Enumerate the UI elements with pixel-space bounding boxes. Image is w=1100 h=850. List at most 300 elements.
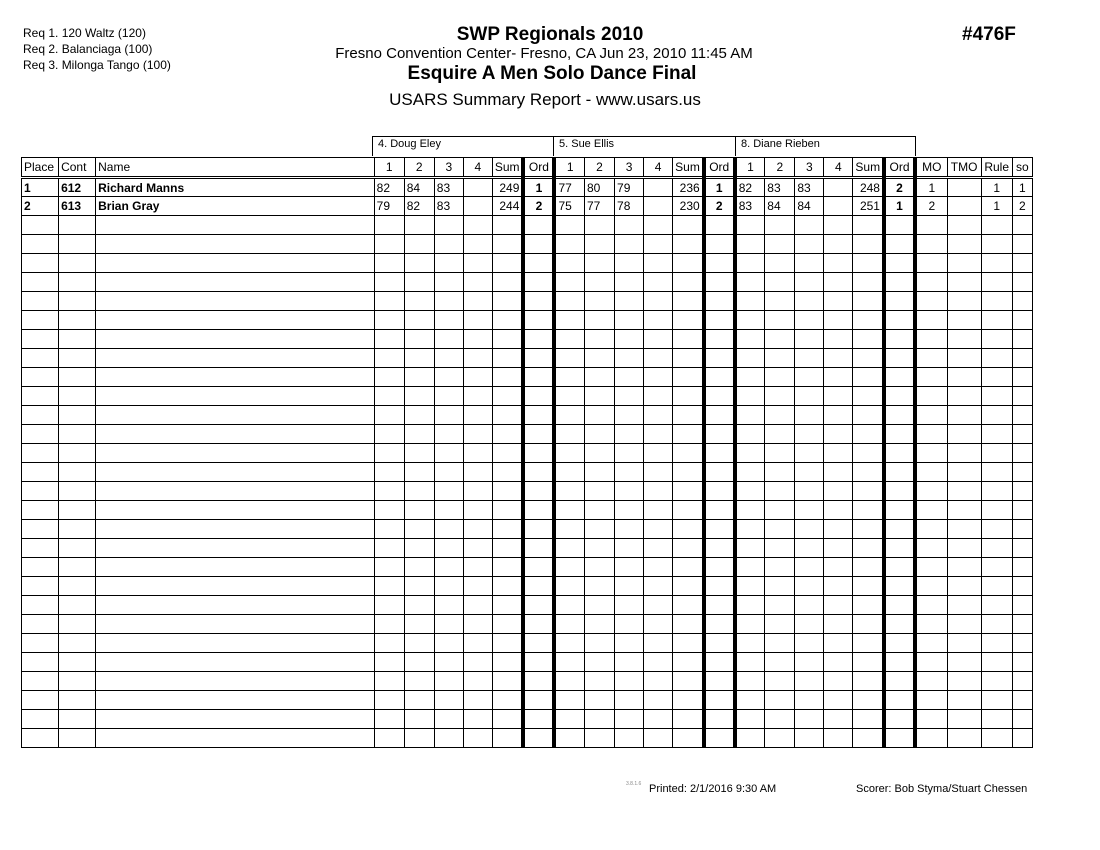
- place-cell: 2: [22, 197, 59, 216]
- ordinal-cell: [523, 368, 554, 387]
- score-cell: [463, 520, 492, 539]
- score-cell: [765, 216, 795, 235]
- tmo-cell: [947, 672, 981, 691]
- so-cell: [1012, 653, 1032, 672]
- so-cell: 1: [1012, 178, 1032, 197]
- score-cell: [374, 330, 404, 349]
- tmo-cell: [947, 216, 981, 235]
- requirement-1: Req 1. 120 Waltz (120): [23, 26, 146, 40]
- tmo-cell: [947, 463, 981, 482]
- mo-cell: [915, 710, 947, 729]
- score-cell: [765, 254, 795, 273]
- sum-cell: [853, 672, 884, 691]
- ordinal-cell: [884, 501, 915, 520]
- score-cell: [735, 577, 765, 596]
- so-cell: [1012, 558, 1032, 577]
- score-cell: [374, 520, 404, 539]
- skater-name: [96, 349, 375, 368]
- score-cell: 77: [585, 197, 615, 216]
- score-cell: [404, 691, 434, 710]
- score-cell: [765, 539, 795, 558]
- score-cell: [434, 520, 463, 539]
- score-cell: [434, 729, 463, 748]
- cont-cell: [59, 729, 96, 748]
- tmo-cell: [947, 615, 981, 634]
- so-cell: [1012, 444, 1032, 463]
- empty-row: [22, 558, 1033, 577]
- score-cell: [615, 672, 644, 691]
- ordinal-cell: [704, 634, 735, 653]
- tmo-cell: [947, 368, 981, 387]
- score-cell: [404, 444, 434, 463]
- score-cell: 82: [404, 197, 434, 216]
- score-cell: [585, 539, 615, 558]
- ordinal-cell: [704, 425, 735, 444]
- sum-cell: [492, 691, 523, 710]
- sum-cell: [673, 539, 704, 558]
- cont-cell: [59, 501, 96, 520]
- score-cell: [615, 463, 644, 482]
- score-cell: [463, 710, 492, 729]
- skater-name: [96, 254, 375, 273]
- sum-cell: [853, 273, 884, 292]
- rule-cell: [981, 577, 1012, 596]
- place-cell: [22, 653, 59, 672]
- col-score-s1: 1: [554, 158, 584, 178]
- score-cell: [585, 596, 615, 615]
- mo-cell: [915, 634, 947, 653]
- sum-cell: [853, 368, 884, 387]
- score-cell: [374, 273, 404, 292]
- score-cell: 83: [434, 178, 463, 197]
- sum-cell: 251: [853, 197, 884, 216]
- score-cell: [644, 444, 673, 463]
- rule-cell: 1: [981, 197, 1012, 216]
- col-score-s3: 3: [615, 158, 644, 178]
- score-cell: [585, 653, 615, 672]
- rule-cell: [981, 710, 1012, 729]
- score-cell: [585, 349, 615, 368]
- score-cell: [585, 330, 615, 349]
- mo-cell: 2: [915, 197, 947, 216]
- col-so: so: [1012, 158, 1032, 178]
- rule-cell: [981, 349, 1012, 368]
- skater-name: [96, 577, 375, 596]
- score-cell: [615, 577, 644, 596]
- cont-cell: [59, 653, 96, 672]
- score-cell: [463, 330, 492, 349]
- score-cell: [644, 729, 673, 748]
- score-cell: [615, 539, 644, 558]
- score-cell: [644, 463, 673, 482]
- score-cell: [404, 330, 434, 349]
- score-cell: [824, 292, 853, 311]
- sum-cell: [492, 482, 523, 501]
- score-cell: [585, 729, 615, 748]
- requirement-3: Req 3. Milonga Tango (100): [23, 58, 171, 72]
- sum-cell: [673, 596, 704, 615]
- so-cell: [1012, 672, 1032, 691]
- sum-cell: [853, 501, 884, 520]
- score-cell: [434, 387, 463, 406]
- ordinal-cell: [704, 444, 735, 463]
- mo-cell: [915, 330, 947, 349]
- skater-name: [96, 729, 375, 748]
- so-cell: [1012, 216, 1032, 235]
- score-cell: [824, 634, 853, 653]
- ordinal-cell: [704, 596, 735, 615]
- score-cell: 79: [374, 197, 404, 216]
- sum-cell: [492, 387, 523, 406]
- score-cell: [585, 577, 615, 596]
- score-cell: [735, 463, 765, 482]
- score-cell: [434, 615, 463, 634]
- score-cell: 75: [554, 197, 584, 216]
- score-cell: [824, 216, 853, 235]
- skater-name: [96, 501, 375, 520]
- rule-cell: [981, 691, 1012, 710]
- tmo-cell: [947, 406, 981, 425]
- score-cell: [434, 254, 463, 273]
- sum-cell: [492, 292, 523, 311]
- score-cell: [585, 558, 615, 577]
- score-cell: [615, 558, 644, 577]
- sum-cell: [492, 311, 523, 330]
- sum-cell: [853, 235, 884, 254]
- ordinal-cell: 2: [884, 178, 915, 197]
- score-cell: [795, 349, 824, 368]
- score-cell: [585, 691, 615, 710]
- cont-cell: [59, 634, 96, 653]
- ordinal-cell: 1: [884, 197, 915, 216]
- score-cell: [463, 558, 492, 577]
- score-cell: [765, 672, 795, 691]
- score-cell: [735, 311, 765, 330]
- score-cell: [824, 501, 853, 520]
- score-cell: [434, 482, 463, 501]
- score-cell: [554, 254, 584, 273]
- empty-row: [22, 406, 1033, 425]
- empty-row: [22, 254, 1033, 273]
- score-cell: [463, 368, 492, 387]
- score-cell: [585, 482, 615, 501]
- tmo-cell: [947, 197, 981, 216]
- sum-cell: [673, 577, 704, 596]
- judge-header-1: 4. Doug Eley: [372, 136, 554, 156]
- sum-cell: [492, 235, 523, 254]
- sum-cell: [492, 368, 523, 387]
- ordinal-cell: [884, 691, 915, 710]
- skater-name: [96, 311, 375, 330]
- cont-cell: [59, 273, 96, 292]
- score-cell: [434, 349, 463, 368]
- ordinal-cell: [704, 463, 735, 482]
- ordinal-cell: [884, 539, 915, 558]
- score-cell: 83: [765, 178, 795, 197]
- empty-row: [22, 482, 1033, 501]
- score-cell: [374, 463, 404, 482]
- score-cell: [765, 558, 795, 577]
- score-cell: [585, 273, 615, 292]
- so-cell: [1012, 406, 1032, 425]
- score-cell: 82: [374, 178, 404, 197]
- place-cell: [22, 672, 59, 691]
- empty-row: [22, 520, 1033, 539]
- score-cell: [765, 520, 795, 539]
- skater-name: [96, 368, 375, 387]
- skater-name: [96, 691, 375, 710]
- sum-cell: [492, 501, 523, 520]
- col-score-s4: 4: [463, 158, 492, 178]
- score-cell: [585, 672, 615, 691]
- score-cell: [434, 596, 463, 615]
- scorer-names: Scorer: Bob Styma/Stuart Chessen: [856, 783, 1028, 795]
- rule-cell: [981, 425, 1012, 444]
- place-cell: [22, 577, 59, 596]
- score-cell: [615, 311, 644, 330]
- so-cell: [1012, 349, 1032, 368]
- sum-cell: [673, 691, 704, 710]
- score-cell: [554, 387, 584, 406]
- score-cell: [824, 596, 853, 615]
- rule-cell: [981, 634, 1012, 653]
- sum-cell: [853, 729, 884, 748]
- cont-cell: [59, 558, 96, 577]
- score-cell: [795, 292, 824, 311]
- ordinal-cell: [523, 710, 554, 729]
- ordinal-cell: 2: [704, 197, 735, 216]
- score-cell: [434, 577, 463, 596]
- score-cell: [765, 444, 795, 463]
- sum-cell: [492, 710, 523, 729]
- ordinal-cell: [523, 558, 554, 577]
- rule-cell: [981, 235, 1012, 254]
- sum-cell: [492, 634, 523, 653]
- score-cell: [824, 235, 853, 254]
- ordinal-cell: [704, 501, 735, 520]
- col-score-s2: 2: [404, 158, 434, 178]
- ordinal-cell: [884, 729, 915, 748]
- score-cell: [615, 425, 644, 444]
- ordinal-cell: [704, 615, 735, 634]
- ordinal-cell: [884, 634, 915, 653]
- score-cell: [795, 254, 824, 273]
- ordinal-cell: [704, 710, 735, 729]
- col-score-s1: 1: [374, 158, 404, 178]
- score-cell: [374, 349, 404, 368]
- sum-cell: [492, 463, 523, 482]
- score-cell: [735, 273, 765, 292]
- sum-cell: [673, 501, 704, 520]
- skater-name: [96, 330, 375, 349]
- col-sum: Sum: [673, 158, 704, 178]
- score-cell: [585, 425, 615, 444]
- so-cell: [1012, 254, 1032, 273]
- score-cell: [795, 368, 824, 387]
- empty-row: [22, 577, 1033, 596]
- results-table: [21, 157, 1033, 748]
- score-cell: [554, 577, 584, 596]
- judge-header-3: 8. Diane Rieben: [735, 136, 916, 156]
- mo-cell: [915, 406, 947, 425]
- sum-cell: [853, 710, 884, 729]
- score-cell: [735, 425, 765, 444]
- score-cell: [554, 425, 584, 444]
- sum-cell: [492, 596, 523, 615]
- col-score-s1: 1: [735, 158, 765, 178]
- skater-name: [96, 273, 375, 292]
- empty-row: [22, 216, 1033, 235]
- cont-cell: [59, 349, 96, 368]
- score-cell: [735, 558, 765, 577]
- empty-row: [22, 463, 1033, 482]
- empty-row: [22, 729, 1033, 748]
- score-cell: [404, 311, 434, 330]
- skater-name: [96, 463, 375, 482]
- ordinal-cell: [704, 292, 735, 311]
- score-cell: [374, 292, 404, 311]
- col-sum: Sum: [492, 158, 523, 178]
- ordinal-cell: [884, 273, 915, 292]
- score-cell: [644, 311, 673, 330]
- rule-cell: [981, 558, 1012, 577]
- empty-row: [22, 349, 1033, 368]
- score-cell: [735, 482, 765, 501]
- rule-cell: [981, 368, 1012, 387]
- score-cell: [374, 482, 404, 501]
- score-cell: [434, 463, 463, 482]
- so-cell: [1012, 596, 1032, 615]
- sum-cell: [673, 273, 704, 292]
- skater-name: [96, 444, 375, 463]
- score-cell: [554, 330, 584, 349]
- score-cell: [554, 501, 584, 520]
- so-cell: [1012, 634, 1032, 653]
- sum-cell: [673, 387, 704, 406]
- score-cell: [463, 235, 492, 254]
- cont-cell: [59, 216, 96, 235]
- mo-cell: [915, 691, 947, 710]
- sum-cell: [853, 596, 884, 615]
- ordinal-cell: [523, 463, 554, 482]
- so-cell: [1012, 330, 1032, 349]
- score-cell: [824, 672, 853, 691]
- score-cell: [554, 653, 584, 672]
- score-cell: [824, 425, 853, 444]
- mo-cell: [915, 615, 947, 634]
- score-cell: [554, 710, 584, 729]
- score-cell: [824, 615, 853, 634]
- skater-name: Richard Manns: [96, 178, 375, 197]
- ordinal-cell: 1: [704, 178, 735, 197]
- cont-cell: [59, 387, 96, 406]
- ordinal-cell: [523, 482, 554, 501]
- skater-name: [96, 615, 375, 634]
- score-cell: [795, 615, 824, 634]
- ordinal-cell: [523, 311, 554, 330]
- rule-cell: [981, 729, 1012, 748]
- report-subtitle: USARS Summary Report - www.usars.us: [389, 90, 701, 109]
- ordinal-cell: [704, 368, 735, 387]
- sum-cell: [673, 444, 704, 463]
- score-cell: [554, 634, 584, 653]
- score-cell: [434, 710, 463, 729]
- place-cell: [22, 444, 59, 463]
- empty-row: [22, 292, 1033, 311]
- sum-cell: [673, 729, 704, 748]
- score-cell: [404, 235, 434, 254]
- ordinal-cell: [704, 273, 735, 292]
- sum-cell: [673, 653, 704, 672]
- mo-cell: [915, 482, 947, 501]
- event-code: #476F: [962, 24, 1016, 45]
- score-cell: [765, 501, 795, 520]
- score-cell: [554, 558, 584, 577]
- score-cell: [554, 292, 584, 311]
- place-cell: [22, 520, 59, 539]
- ordinal-cell: [884, 311, 915, 330]
- score-cell: [765, 330, 795, 349]
- table-row: [22, 178, 1033, 197]
- event-title: SWP Regionals 2010: [456, 24, 644, 45]
- score-cell: [434, 444, 463, 463]
- score-cell: [585, 710, 615, 729]
- ordinal-cell: [523, 216, 554, 235]
- skater-name: [96, 216, 375, 235]
- score-cell: [615, 501, 644, 520]
- place-cell: [22, 273, 59, 292]
- score-cell: [463, 672, 492, 691]
- score-cell: [374, 653, 404, 672]
- score-cell: [404, 596, 434, 615]
- score-cell: [434, 235, 463, 254]
- score-cell: [585, 634, 615, 653]
- place-cell: [22, 710, 59, 729]
- score-cell: [615, 406, 644, 425]
- ordinal-cell: [523, 235, 554, 254]
- skater-name: [96, 710, 375, 729]
- sum-cell: [673, 672, 704, 691]
- col-ord: Ord: [884, 158, 915, 178]
- score-cell: [795, 463, 824, 482]
- score-cell: [463, 216, 492, 235]
- mo-cell: [915, 729, 947, 748]
- ordinal-cell: [884, 425, 915, 444]
- skater-name: [96, 387, 375, 406]
- tmo-cell: [947, 311, 981, 330]
- ordinal-cell: [704, 577, 735, 596]
- sum-cell: [853, 292, 884, 311]
- score-cell: [735, 539, 765, 558]
- score-cell: 83: [735, 197, 765, 216]
- score-cell: [585, 444, 615, 463]
- score-cell: [463, 178, 492, 197]
- sum-cell: 236: [673, 178, 704, 197]
- score-cell: [615, 368, 644, 387]
- score-cell: [795, 235, 824, 254]
- ordinal-cell: [884, 463, 915, 482]
- ordinal-cell: [884, 216, 915, 235]
- score-cell: [795, 729, 824, 748]
- score-cell: [463, 653, 492, 672]
- so-cell: [1012, 292, 1032, 311]
- place-cell: [22, 292, 59, 311]
- score-cell: [824, 691, 853, 710]
- score-cell: [824, 710, 853, 729]
- cont-cell: [59, 330, 96, 349]
- score-cell: [615, 710, 644, 729]
- score-cell: [824, 482, 853, 501]
